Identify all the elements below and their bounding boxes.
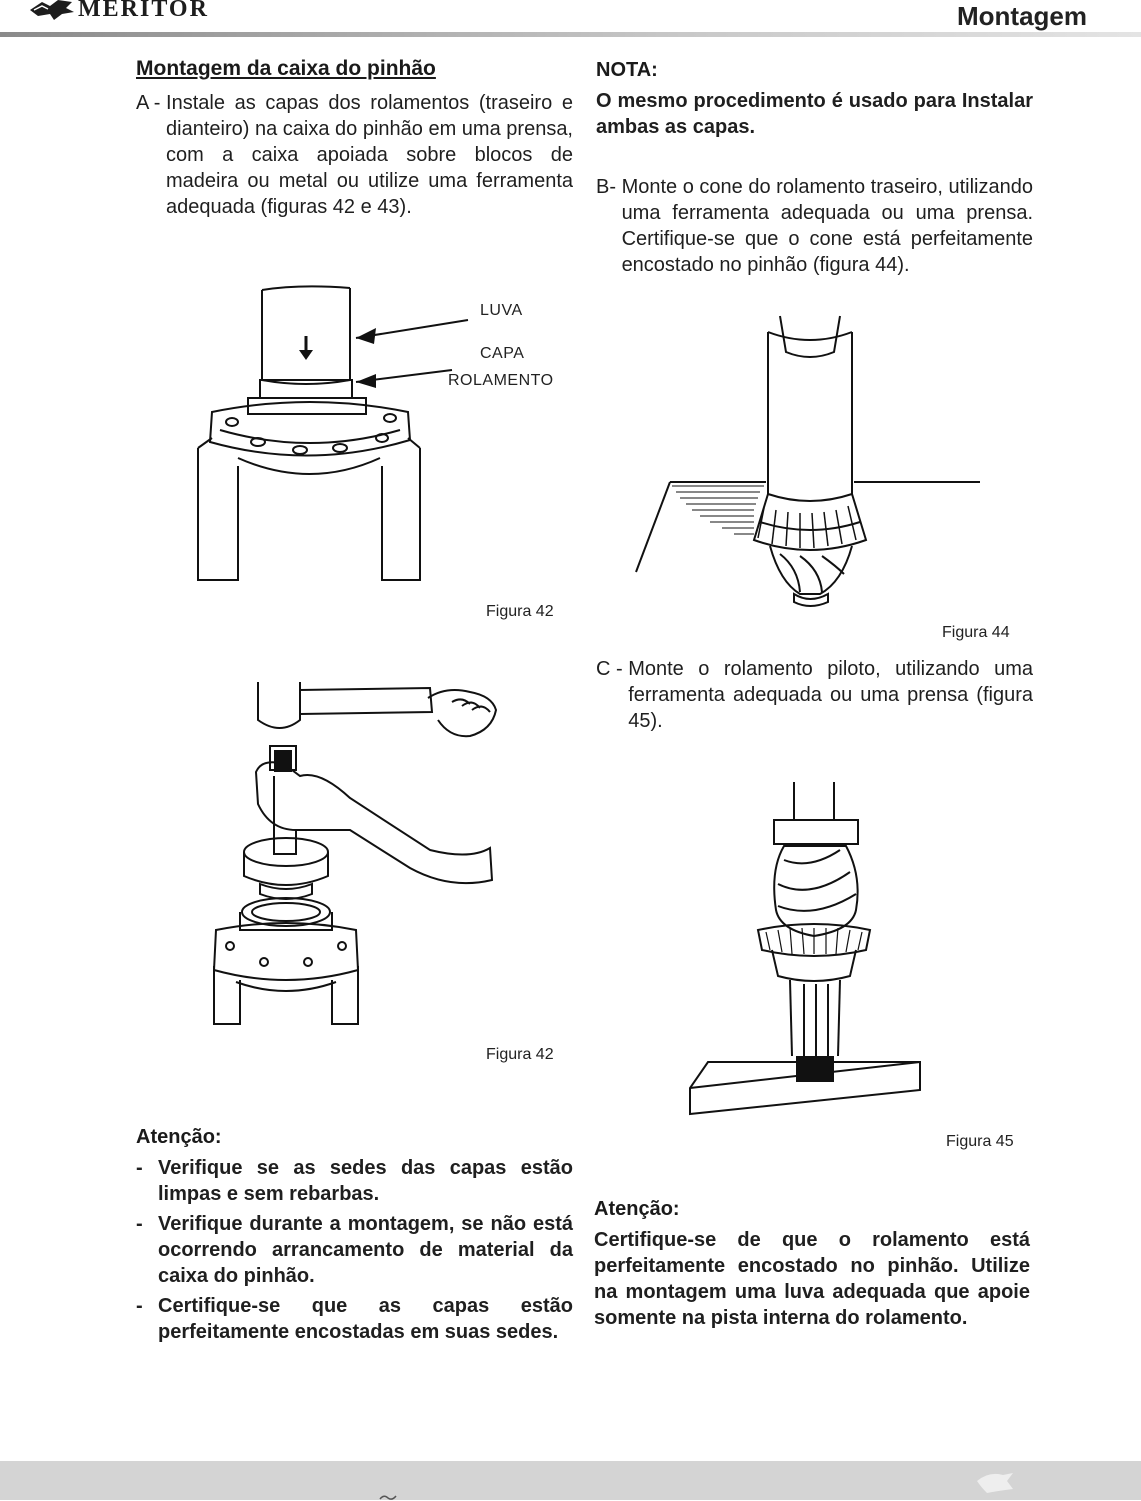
attention-item: - Verifique durante a montagem, se não está ocorrendo arrancamento de material da caixa do pinhão. xyxy=(136,1213,573,1287)
step-b xyxy=(596,174,1033,278)
right-attention-text: Certifique-se de que o rolamento está perfeitamente encostado no pinhão. Utilize na montagem uma luva adequada que apoie somente na pista interna do rolamento. xyxy=(594,1229,1030,1329)
left-attention-title: Atenção: xyxy=(136,1126,222,1148)
figure-44-caption: Figura 44 xyxy=(942,624,1010,641)
figure-42-top-caption: Figura 42 xyxy=(486,603,554,620)
figure-45-illustration xyxy=(680,780,940,1120)
figure-45-caption: Figura 45 xyxy=(946,1133,1014,1150)
figure-42-bottom-illustration xyxy=(200,680,510,1030)
step-a xyxy=(136,90,573,220)
step-c-text: Monte o rolamento piloto, utilizando uma ferramenta adequada ou uma prensa (figura 45). xyxy=(628,658,1033,732)
figure-42-top-illustration xyxy=(190,280,590,590)
brand-name: MERITOR xyxy=(78,0,209,22)
label-rolamento: ROLAMENTO xyxy=(448,372,554,389)
figure-42-bottom-caption: Figura 42 xyxy=(486,1046,554,1063)
label-capa: CAPA xyxy=(480,345,525,362)
attention-item: - Certifique-se que as capas estão perfeitamente encostadas em suas sedes. xyxy=(136,1295,573,1343)
header-divider xyxy=(0,32,1141,37)
step-c-marker: C - xyxy=(596,658,629,680)
figure-44-illustration xyxy=(630,312,990,612)
section-title: Montagem xyxy=(957,1,1087,31)
bull-watermark-icon xyxy=(975,1469,1015,1495)
step-b-text: Monte o cone do rolamento traseiro, utilizando uma ferramenta adequada ou uma prensa. Certifique-se que o cone está perfeitamente encostado no pinhão (figura 44). xyxy=(621,176,1033,276)
step-a-marker: A - xyxy=(136,92,167,114)
note-title: NOTA: xyxy=(596,59,658,81)
page-header xyxy=(0,0,1141,40)
bull-logo-icon xyxy=(28,0,76,22)
step-c xyxy=(596,656,1033,734)
brand-logo xyxy=(28,0,209,24)
label-luva: LUVA xyxy=(480,302,523,319)
left-attention-list xyxy=(136,1155,573,1349)
right-attention-title: Atenção: xyxy=(594,1198,680,1220)
page-footer xyxy=(0,1461,1141,1500)
note-text: O mesmo procedimento é usado para Instalar ambas as capas. xyxy=(596,90,1033,138)
section-heading: Montagem da caixa do pinhão xyxy=(136,57,436,80)
step-b-marker: B- xyxy=(596,176,622,198)
attention-item: - Verifique se as sedes das capas estão limpas e sem rebarbas. xyxy=(136,1157,573,1205)
step-a-text: Instale as capas dos rolamentos (traseiro e dianteiro) na caixa do pinhão em uma prensa, com a caixa apoiada sobre blocos de madeira ou metal ou utilize uma ferramenta adequada (figuras 42 e 43). xyxy=(166,92,573,218)
